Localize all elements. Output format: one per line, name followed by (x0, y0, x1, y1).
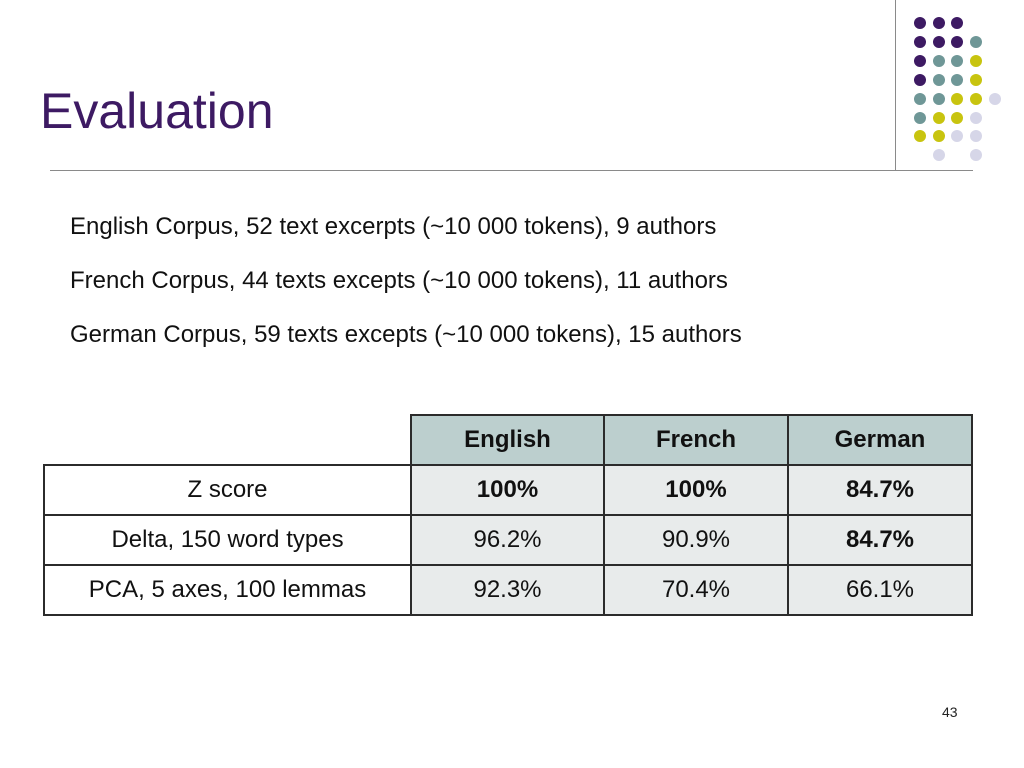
cell-value: 90.9% (604, 515, 788, 565)
decor-dot (933, 17, 945, 29)
decor-dot (914, 55, 926, 67)
row-label-z-score: Z score (44, 465, 411, 515)
decor-dot (989, 93, 1001, 105)
decor-dot (951, 93, 963, 105)
cell-value: 70.4% (604, 565, 788, 615)
decor-dot (933, 74, 945, 86)
decor-dot (970, 130, 982, 142)
decor-dot (970, 36, 982, 48)
decor-dot (970, 55, 982, 67)
decor-dot (933, 130, 945, 142)
corpus-item-french: French Corpus, 44 texts excepts (~10 000 tokens), 11 authors (70, 267, 728, 294)
corpus-list (70, 208, 742, 370)
decor-dot (914, 17, 926, 29)
cell-value: 96.2% (411, 515, 604, 565)
decor-dot (933, 112, 945, 124)
decor-dot (914, 130, 926, 142)
evaluation-results-table (43, 414, 973, 616)
decor-dot (933, 36, 945, 48)
decor-dot (914, 93, 926, 105)
cell-value: 66.1% (788, 565, 972, 615)
decor-dot (914, 112, 926, 124)
corpus-item-english: English Corpus, 52 text excerpts (~10 000 tokens), 9 authors (70, 213, 717, 240)
decor-dot (970, 74, 982, 86)
cell-value: 92.3% (411, 565, 604, 615)
decor-dot (951, 17, 963, 29)
decor-dot (914, 74, 926, 86)
decorative-dot-grid (0, 0, 1024, 170)
decor-dot (951, 130, 963, 142)
decor-dot (970, 149, 982, 161)
header-vertical-divider (895, 0, 896, 170)
page-number: 43 (942, 704, 958, 720)
row-label-pca: PCA, 5 axes, 100 lemmas (44, 565, 411, 615)
cell-value: 100% (411, 465, 604, 515)
row-label-delta: Delta, 150 word types (44, 515, 411, 565)
decor-dot (933, 55, 945, 67)
table-header-english: English (411, 415, 604, 465)
header-horizontal-divider (50, 170, 973, 171)
decor-dot (970, 112, 982, 124)
decor-dot (933, 149, 945, 161)
table-row (44, 565, 972, 615)
decor-dot (951, 55, 963, 67)
decor-dot (951, 112, 963, 124)
table-header-row (44, 415, 972, 465)
table-header-blank (44, 415, 411, 465)
table-header-german: German (788, 415, 972, 465)
decor-dot (951, 36, 963, 48)
cell-value: 84.7% (788, 465, 972, 515)
cell-value: 84.7% (788, 515, 972, 565)
table-row (44, 465, 972, 515)
cell-value: 100% (604, 465, 788, 515)
decor-dot (914, 36, 926, 48)
decor-dot (951, 74, 963, 86)
slide-title: Evaluation (40, 83, 274, 139)
decor-dot (970, 93, 982, 105)
table-header-french: French (604, 415, 788, 465)
table-row (44, 515, 972, 565)
decor-dot (933, 93, 945, 105)
corpus-item-german: German Corpus, 59 texts excepts (~10 000 tokens), 15 authors (70, 321, 742, 348)
